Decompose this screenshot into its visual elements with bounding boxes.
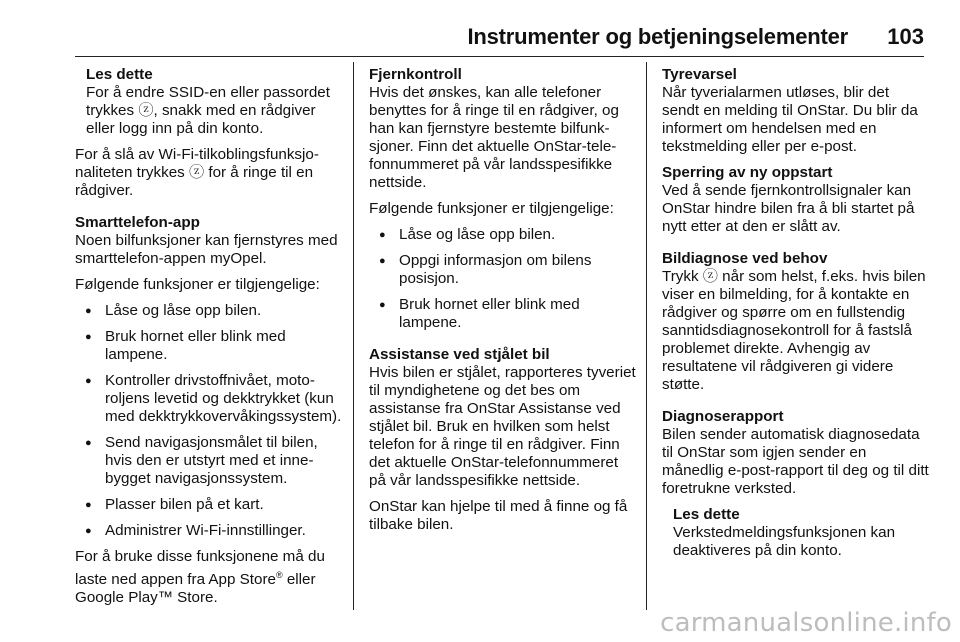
stolen-paragraph: Hvis bilen er stjålet, rapporteres tyveriet til myndighetene og det bes om assistanse fra OnStar Assistanse ved stjålet bil. Bruk en hvilken som helst telefon for å ringe til en rådgiver. Finn det aktuelle OnStar-telefonnummeret på vår landsspesifikke nettside.	[369, 364, 636, 489]
page-header	[0, 0, 960, 54]
list-item: ● Send navigasjonsmålet til bilen, hvis den er utstyrt med et innebygget navigasjonssystem.	[75, 434, 345, 488]
smartphone-paragraph: Noen bilfunksjoner kan fjernstyres med smarttelefon-appen myOpel.	[75, 232, 338, 267]
column-3	[662, 66, 930, 568]
list-item: ● Administrer Wi-Fi-innstillinger.	[75, 522, 345, 540]
list-item: ● Kontroller drivstoffnivået, motoroljens levetid og dekktrykket (kun med dekktrykkovervåkingssystem).	[75, 372, 345, 426]
list-item: ● Bruk hornet eller blink med lampene.	[75, 328, 345, 364]
page-title: Instrumenter og betjeningselementer	[467, 24, 848, 49]
registered-mark: ®	[275, 570, 283, 580]
list-item: ● Oppgi informasjon om bilens posisjon.	[369, 252, 637, 288]
list-item: ● Låse og låse opp bilen.	[369, 226, 637, 244]
column-divider-2	[646, 62, 647, 610]
note-box	[75, 66, 345, 138]
note-title: Les dette	[673, 506, 740, 523]
tyre-paragraph: Når tyverialarmen utløses, blir det sendt en melding til OnStar. Du blir da informert om hendelsen med en tekstmelding eller per e-post.	[662, 84, 918, 155]
section-heading-diagnosis: Bildiagnose ved behov	[662, 250, 828, 267]
features-intro: Følgende funksjoner er tilgjengelige:	[369, 200, 614, 217]
note-text: For å endre SSID-en eller passordet trykkes ⓩ, snakk med en rådgiver eller logg inn på din konto.	[86, 84, 330, 137]
column-1	[75, 66, 345, 615]
remote-paragraph: Hvis det ønskes, kan alle telefoner benyttes for å ringe til en rådgiver, og han kan fjernstyre bestemte bilfunksjoner. Finn det aktuelle OnStar-telefonnummeret på vår landsspesifikke nettside.	[369, 84, 619, 191]
feature-list	[75, 302, 345, 540]
diagnosis-paragraph: Trykk ⓩ når som helst, f.eks. hvis bilen viser en bilmelding, for å kontakte en rådgiver og spørre om en fullstendig sanntidsdiagnosekontroll for å fastslå problemet direkte. Avhengig av resultatene vil rådgiveren gi videre støtte.	[662, 268, 926, 393]
section-heading-tyre: Tyrevarsel	[662, 66, 737, 83]
note-title: Les dette	[86, 66, 153, 83]
column-2	[369, 66, 637, 542]
closing-text-a: For å bruke disse funksjonene må du laste ned appen fra App Store	[75, 548, 325, 589]
watermark: carmanualsonline.info	[660, 608, 952, 638]
note-text: Verkstedmeldingsfunksjonen kan deaktiveres på din konto.	[673, 524, 896, 559]
section-heading-block: Sperring av ny oppstart	[662, 164, 833, 181]
header-divider	[75, 56, 924, 57]
section-heading-smartphone: Smarttelefon-app	[75, 214, 200, 231]
closing-text-b: eller Google Play™ Store.	[75, 571, 316, 607]
closing-paragraph	[75, 548, 345, 607]
report-paragraph: Bilen sender automatisk diagnosedata til OnStar som igjen sender en månedlig e-post-rapport til deg og til ditt foretrukne verksted.	[662, 426, 929, 497]
section-heading-report: Diagnoserapport	[662, 408, 784, 425]
features-intro: Følgende funksjoner er tilgjengelige:	[75, 276, 320, 293]
section-heading-stolen: Assistanse ved stjålet bil	[369, 346, 550, 363]
list-item: ● Bruk hornet eller blink med lampene.	[369, 296, 637, 332]
feature-list	[369, 226, 637, 332]
list-item: ● Låse og låse opp bilen.	[75, 302, 345, 320]
page-number: 103	[887, 24, 924, 49]
stolen-paragraph-2: OnStar kan hjelpe til med å finne og få tilbake bilen.	[369, 498, 628, 533]
block-paragraph: Ved å sende fjernkontrollsignaler kan OnStar hindre bilen fra å bli startet på nytt etter at den er slått av.	[662, 182, 915, 235]
note-box	[662, 506, 930, 560]
list-item: ● Plasser bilen på et kart.	[75, 496, 345, 514]
section-heading-remote: Fjernkontroll	[369, 66, 462, 83]
wifi-off-paragraph: For å slå av Wi-Fi-tilkoblingsfunksjonaliteten trykkes ⓩ for å ringe til en rådgiver.	[75, 146, 319, 199]
column-divider-1	[353, 62, 354, 610]
